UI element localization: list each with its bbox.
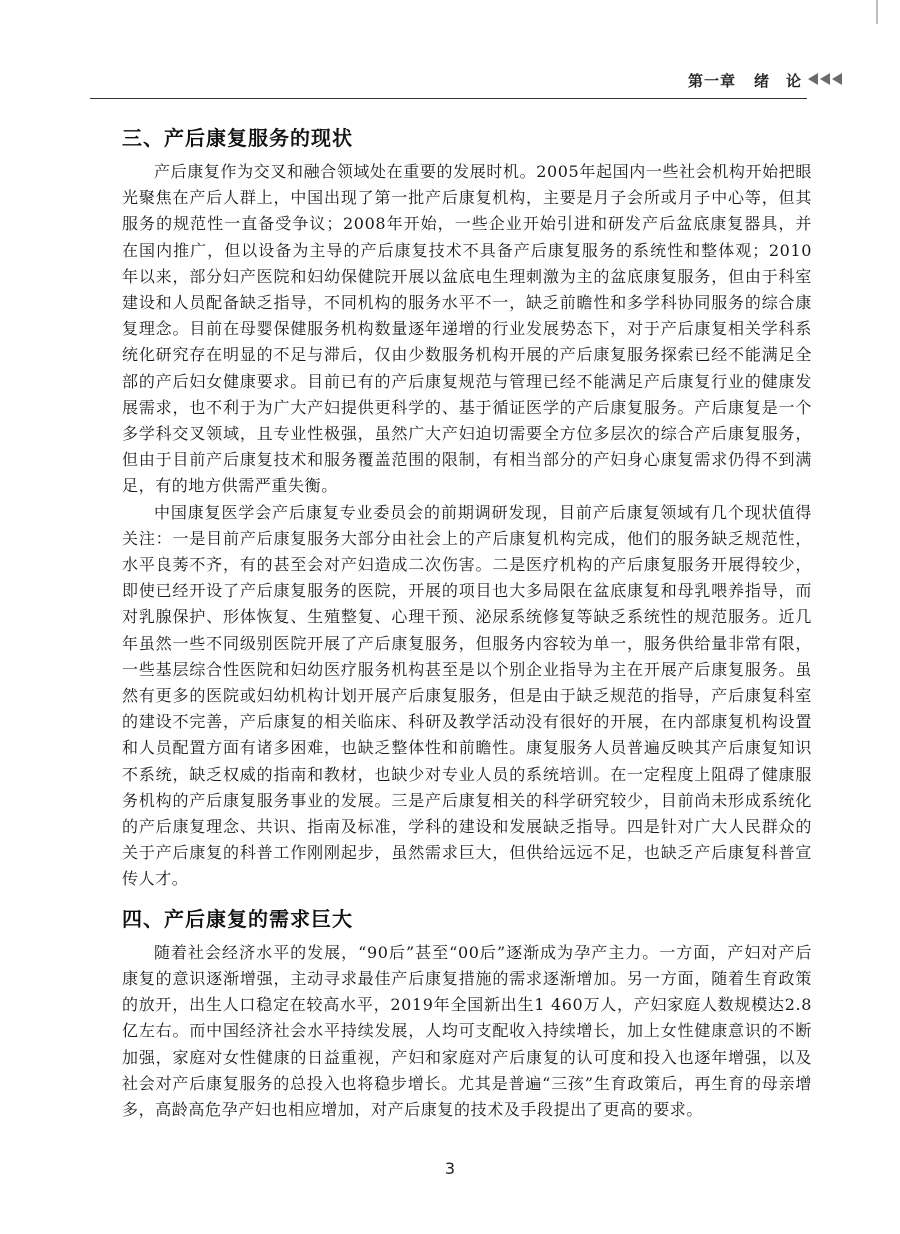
running-header: [688, 70, 802, 91]
paragraph: 中国康复医学会产后康复专业委员会的前期调研发现，目前产后康复领域有几个现状值得关注：一是目前产后康复服务大部分由社会上的产后康复机构完成，他们的服务缺乏规范性，水平良莠不齐，有的甚至会对产妇造成二次伤害。二是医疗机构的产后康复服务开展得较少，即使已经开设了产后康复服务的医院，开展的项目也大多局限在盆底康复和母乳喂养指导，而对乳腺保护、形体恢复、生殖整复、心理干预、泌尿系统修复等缺乏系统性的规范服务。近几年虽然一些不同级别医院开展了产后康复服务，但服务内容较为单一，服务供给量非常有限，一些基层综合性医院和妇幼医疗服务机构甚至是以个别企业指导为主在开展产后康复服务。虽然有更多的医院或妇幼机构计划开展产后康复服务，但是由于缺乏规范的指导，产后康复科室的建设不完善，产后康复的相关临床、科研及教学活动没有很好的开展，在内部康复机构设置和人员配置方面有诸多困难，也缺乏整体性和前瞻性。康复服务人员普遍反映其产后康复知识不系统，缺乏权威的指南和教材，也缺少对专业人员的系统培训。在一定程度上阻碍了健康服务机构的产后康复服务事业的发展。三是产后康复相关的科学研究较少，目前尚未形成系统化的产后康复理念、共识、指南及标准，学科的建设和发展缺乏指导。四是针对广大人民群众的关于产后康复的科普工作刚刚起步，虽然需求巨大，但供给远远不足，也缺乏产后康复科普宣传人才。: [122, 502, 812, 889]
paragraph: 随着社会经济水平的发展，“90后”甚至“00后”逐渐成为孕产主力。一方面，产妇对产后康复的意识逐渐增强，主动寻求最佳产后康复措施的需求逐渐增加。另一方面，随着生育政策的放开，出生人口稳定在较高水平，2019年全国新出生1 460万人，产妇家庭人数规模达2.8亿左右。而中国经济社会水平持续发展，人均可支配收入持续增长，加上女性健康意识的不断加强，家庭对女性健康的日益重视，产妇和家庭对产后康复的认可度和投入也逐年增强，以及社会对产后康复服务的总投入也将稳步增长。尤其是普遍“三孩”生育政策后，再生育的母亲增多，高龄高危孕产妇也相应增加，对产后康复的技术及手段提出了更高的要求。: [122, 942, 812, 1119]
chapter-label: 第一章: [687, 72, 736, 90]
page-number: 3: [444, 1159, 456, 1178]
triangle-ornament-icon: [808, 73, 842, 85]
paragraph: 产后康复作为交叉和融合领域处在重要的发展时机。2005年起国内一些社会机构开始把眼光聚焦在产后人群上，中国出现了第一批产后康复机构，主要是月子会所或月子中心等，但其服务的规范性一直备受争议；2008年开始，一些企业开始引进和研发产后盆底康复器具，并在国内推广，但以设备为主导的产后康复技术不具备产后康复服务的系统性和整体观；2010年以来，部分妇产医院和妇幼保健院开展以盆底电生理刺激为主的盆底康复服务，但由于科室建设和人员配备缺乏指导，不同机构的服务水平不一，缺乏前瞻性和多学科协同服务的综合康复理念。目前在母婴保健服务机构数量逐年递增的行业发展势态下，对于产后康复相关学科系统化研究存在明显的不足与滞后，仅由少数服务机构开展的产后康复服务探索已经不能满足全部的产后妇女健康要求。目前已有的产后康复规范与管理已经不能满足产后康复行业的健康发展需求，也不利于为广大产妇提供更科学的、基于循证医学的产后康复服务。产后康复是一个多学科交叉领域，且专业性极强，虽然广大产妇迫切需要全方位多层次的综合产后康复服务，但由于目前产后康复技术和服务覆盖范围的限制，有相当部分的产妇身心康复需求仍得不到满足，有的地方供需严重失衡。: [122, 162, 812, 496]
page-content: [122, 112, 812, 1123]
chapter-title: 绪 论: [753, 72, 802, 90]
section-heading-demand: 四、产后康复的需求巨大: [122, 906, 353, 931]
header-rule: [90, 98, 807, 99]
page-edge-mark: [876, 0, 878, 24]
section-heading-status: 三、产后康复服务的现状: [122, 126, 353, 150]
